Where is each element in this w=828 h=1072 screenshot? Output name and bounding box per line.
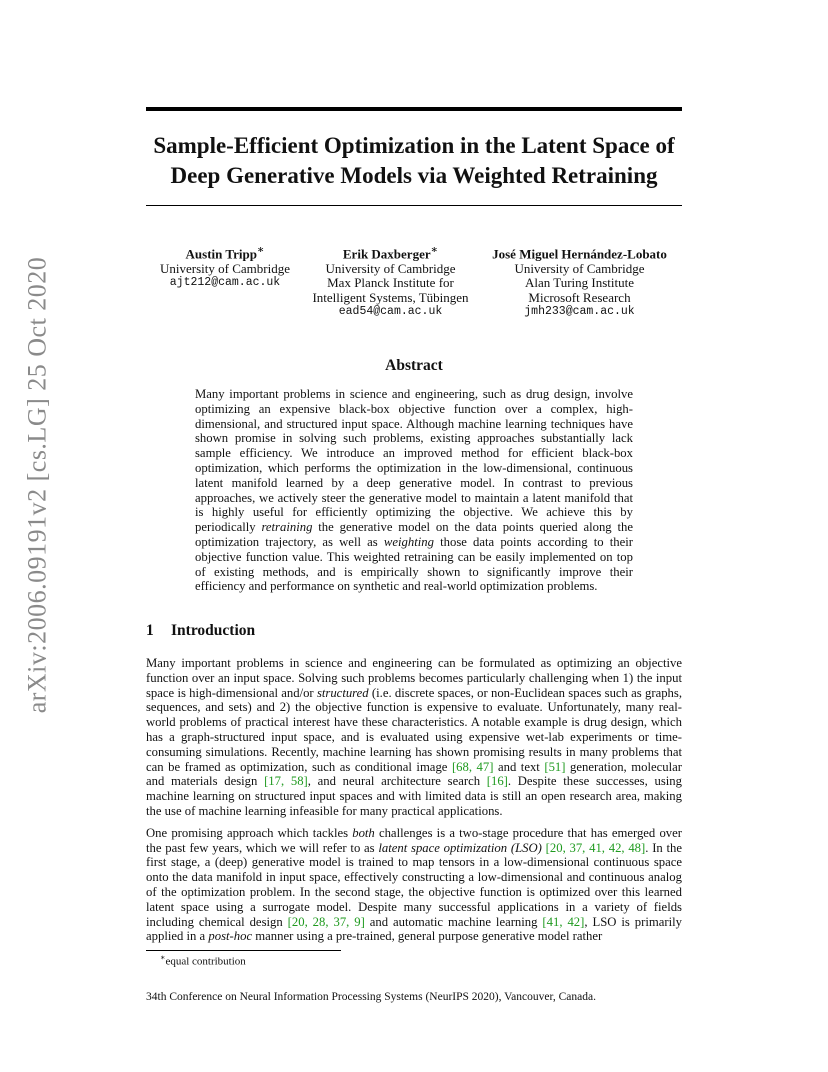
author-1 [146,243,304,291]
title-top-rule [146,107,682,111]
paper-title [146,131,682,191]
author-email[interactable]: ajt212@cam.ac.uk [169,276,281,290]
arxiv-stamp-text: arXiv:2006.09191v2 [cs.LG] 25 Oct 2020 [22,256,52,714]
citation-link[interactable]: [16] [486,774,508,789]
intro-paragraph: One promising approach which tackles both challenges is a two-stage procedure that has emerged over the past few years, which we will refer to as latent space optimization (LSO) [20, 37, 41, 42, 48]. In the first stage, a (deep) generative model is trained to map tensors in a low-dimensional continuous space onto the data manifold in input space, effectively constructing a low-dimensional and continuous analog of the optimization problem. In the second stage, the objective function is optimized over this learned latent space using a surrogate model. Despite many successful applications in a variety of fields including chemical design [20, 28, 37, 9] and automatic machine learning [41, 42], LSO is primarily applied in a post-hoc manner using a pre-trained, general purpose generative model rather [146,825,683,944]
title-bottom-rule [146,205,682,206]
footnote-marker: ∗ [160,953,166,962]
conference-note: 34th Conference on Neural Information Processing Systems (NeurIPS 2020), Vancouver, Canada. [146,991,596,1003]
intro-body [146,656,682,951]
author-block [146,243,682,323]
footnote-text: equal contribution [165,955,246,968]
citation-link[interactable]: [51] [544,759,566,774]
section-heading [146,622,255,640]
arxiv-stamp [12,256,62,714]
author-email[interactable]: jmh233@cam.ac.uk [524,305,635,319]
author-affiliation: University of Cambridge [325,260,456,276]
abstract-heading: Abstract [385,357,443,374]
citation-link[interactable]: [20, 28, 37, 9] [287,914,365,929]
citation-link[interactable]: [17, 58] [264,774,308,789]
abstract-text: Many important problems in science and engineering, such as drug design, involve optimizing an expensive black-box objective function over a complex, high-dimensional, and structured input space. Although machine learning techniques have shown promise in solving such problems, existing approaches substantially lack sample efficiency. We introduce an improved method for efficient black-box optimization, which performs the optimization in the low-dimensional, continuous latent manifold learned by a deep generative model. In contrast to previous approaches, we actively steer the generative model to maintain a latent manifold that is highly useful for efficiently optimizing the objective. We achieve this by periodically retraining the generative model on the data points queried along the optimization trajectory, as well as weighting those data points according to their objective function value. This weighted retraining can be easily implemented on top of existing methods, and is empirically shown to significantly improve their efficiency and performance on synthetic and real-world optimization problems. [195,387,633,594]
author-affiliation: Intelligent Systems, Tübingen [312,289,469,305]
footnote-rule [146,950,341,951]
footnote [160,953,246,968]
author-name: Austin Tripp∗ [185,244,265,262]
author-affiliation: University of Cambridge [160,260,290,276]
author-3 [477,243,682,320]
author-affiliation: Microsoft Research [528,289,631,305]
author-affiliation: Max Planck Institute for [327,275,454,291]
section-title: Introduction [171,622,256,639]
author-name: José Miguel Hernández-Lobato [492,246,667,262]
title-line-2: Deep Generative Models via Weighted Retraining [170,163,658,188]
author-email[interactable]: ead54@cam.ac.uk [338,305,443,319]
citation-link[interactable]: [68, 47] [451,759,494,774]
intro-paragraph: Many important problems in science and engineering can be formulated as optimizing an objective function over an input space. Solving such problems becomes particularly challenging when 1) the input space is high-dimensional and/or structured (i.e. discrete spaces, or non-Euclidean spaces such as graphs, sequences, and sets) and 2) the objective function is expensive to evaluate. Unfortunately, many real-world problems of practical interest have these characteristics. A notable example is drug design, which has a graph-structured input space, and is evaluated using expensive wet-lab experiments or time-consuming simulations. Recently, machine learning has shown promising results in many problems that can be framed as optimization, such as conditional image [68, 47] and text [51] generation, molecular and materials design [17, 58], and neural architecture search [16]. Despite these successes, using machine learning on structured input spaces and with limited data is still an open research area, making the use of machine learning infeasible for many practical applications. [146,656,682,818]
citation-link[interactable]: [41, 42] [542,914,585,929]
section-number: 1 [146,622,154,639]
author-2 [304,243,477,320]
author-name: Erik Daxberger∗ [342,244,439,262]
author-affiliation: University of Cambridge [514,260,645,276]
author-affiliation: Alan Turing Institute [524,275,635,291]
citation-link[interactable]: [20, 37, 41, 42, 48] [545,840,646,855]
title-line-1: Sample-Efficient Optimization in the Latent Space of [153,133,675,158]
